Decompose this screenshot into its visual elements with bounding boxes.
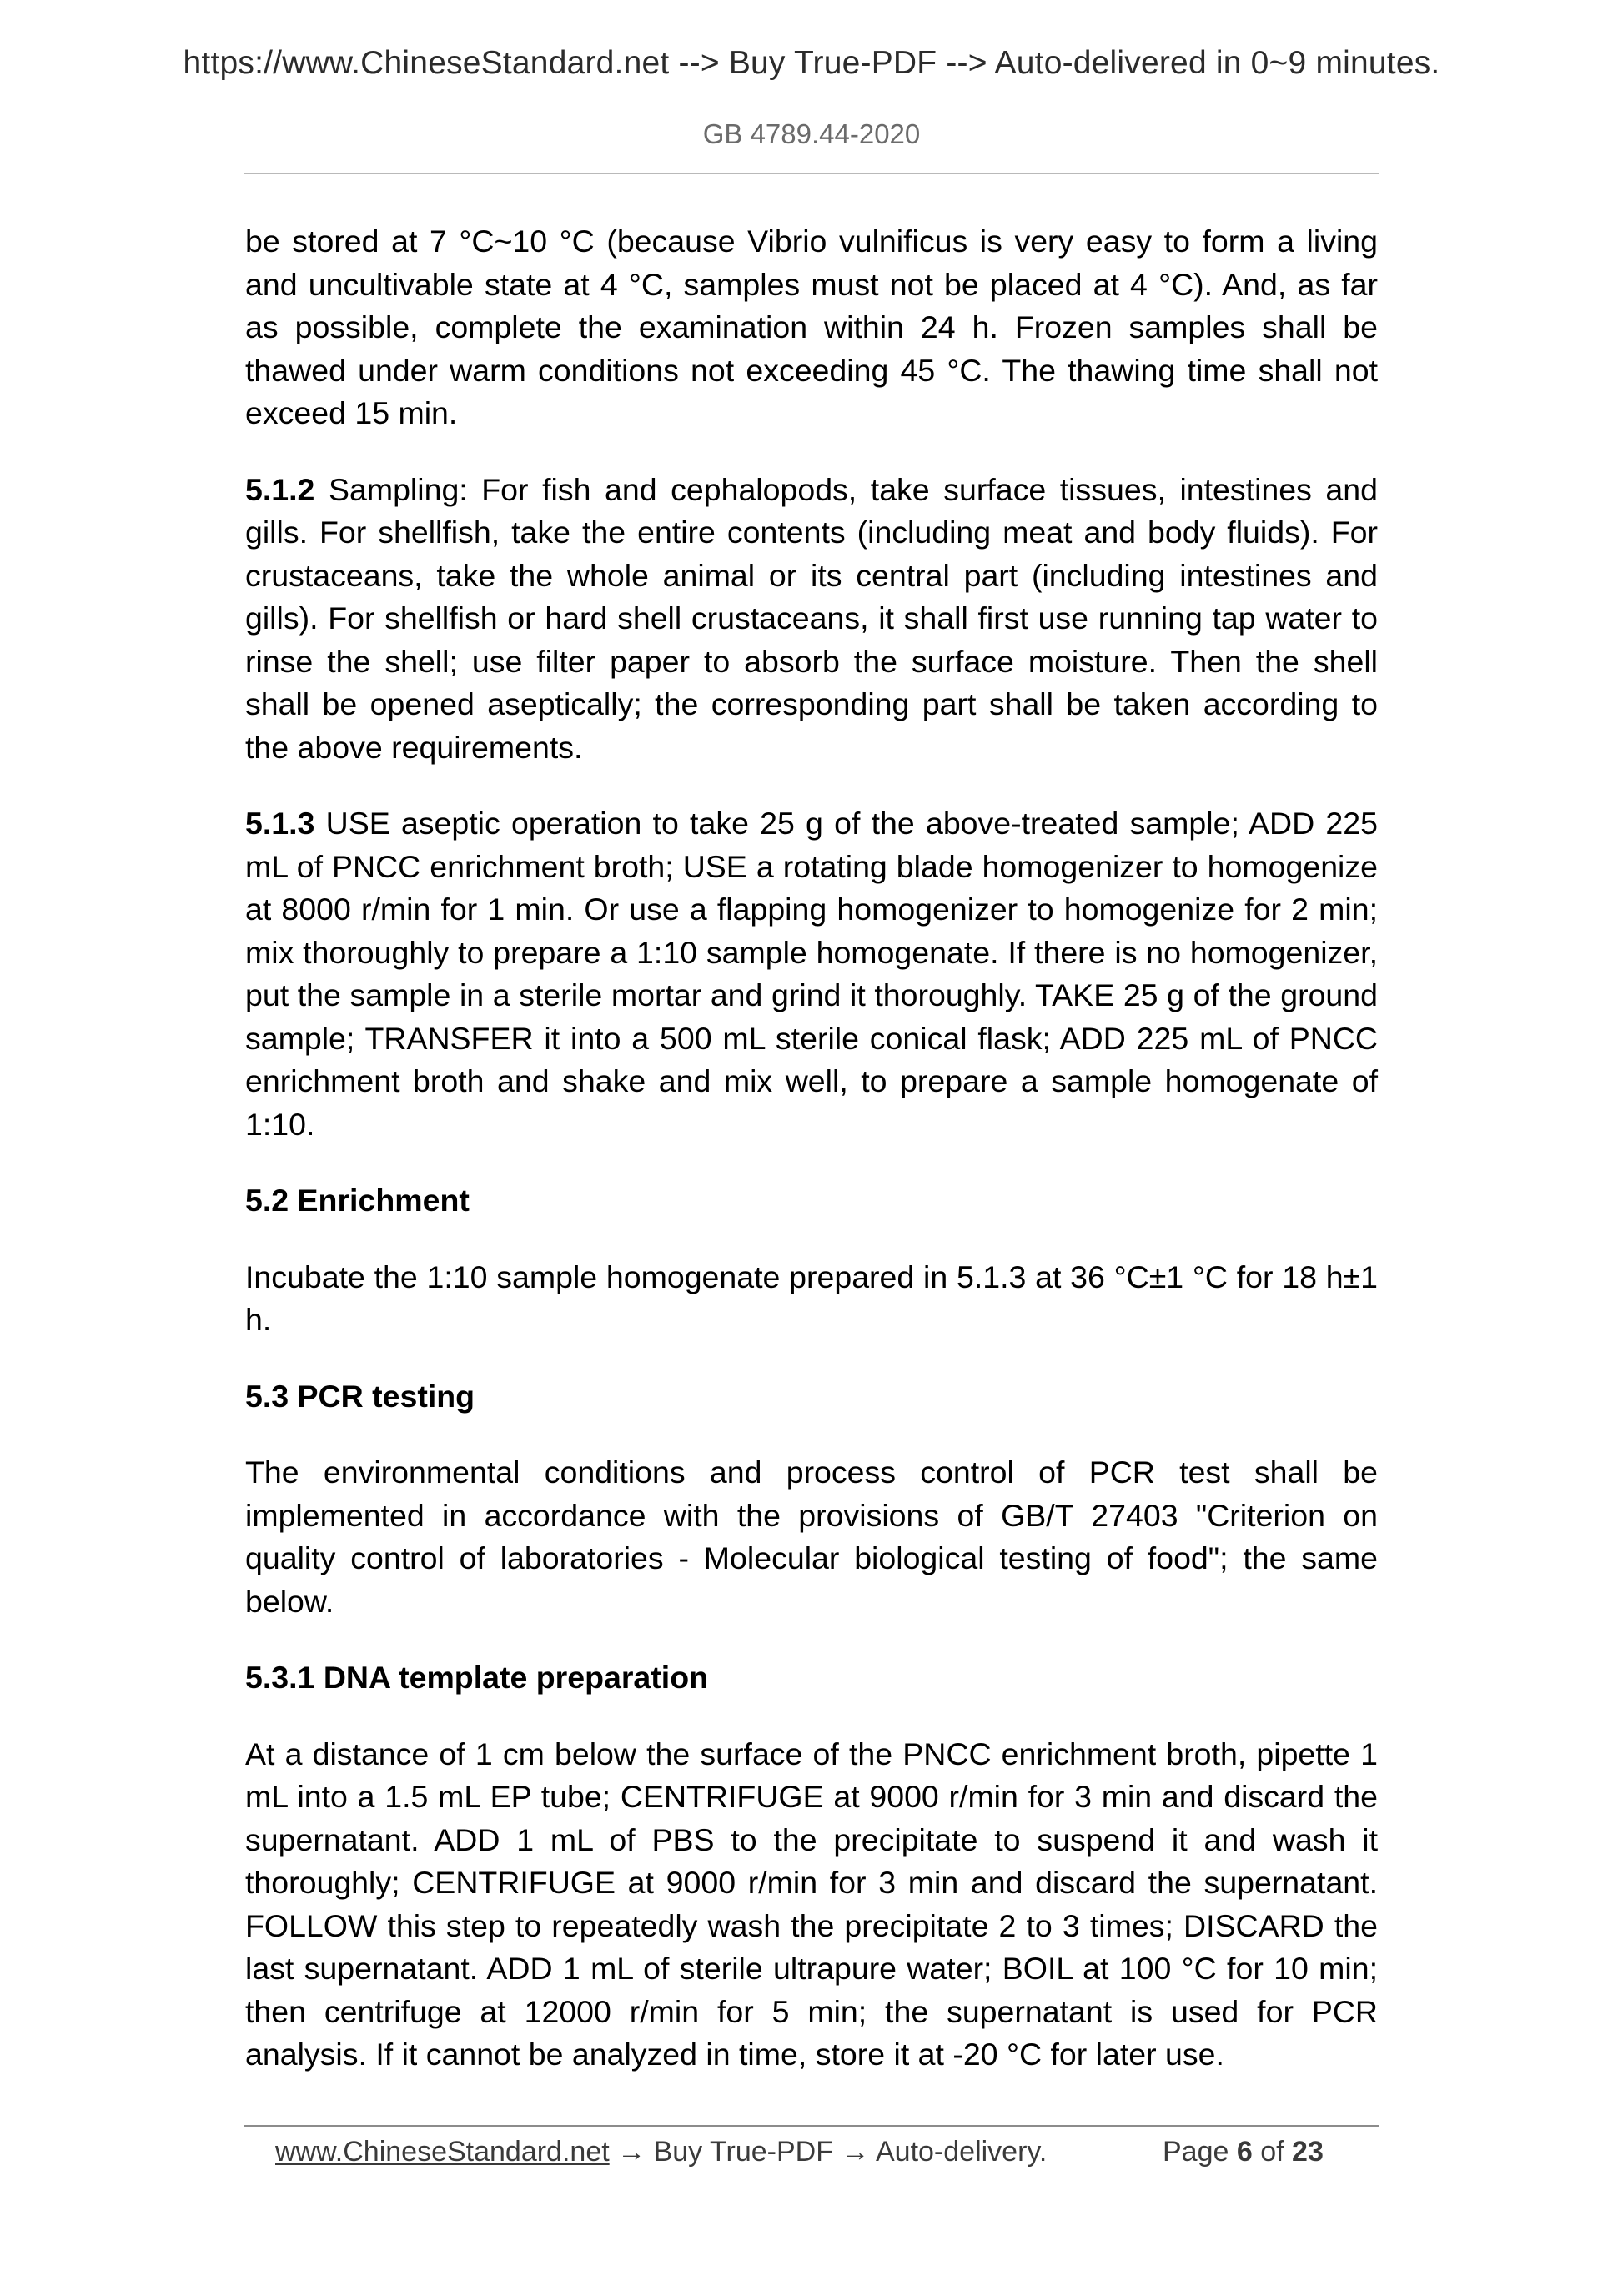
heading-5-2: 5.2 Enrichment	[245, 1183, 470, 1218]
page-footer	[275, 2132, 1359, 2172]
total-page-count: 23	[1292, 2136, 1324, 2168]
footer-website-link[interactable]: www.ChineseStandard.net	[275, 2136, 610, 2168]
header-divider	[244, 173, 1379, 174]
current-page-number: 6	[1236, 2136, 1253, 2168]
paragraph-5-3: The environmental conditions and process control of PCR test shall be implemented in accordance with the provisions of GB/T 27403 "Criterion on quality control of laboratories - Molecular biological testing of food"; the same below.	[245, 1454, 1378, 1619]
clause-5-1-2	[245, 469, 1378, 770]
top-banner: https://www.ChineseStandard.net --> Buy True-PDF --> Auto-delivered in 0~9 minutes.	[183, 45, 1440, 81]
clause-text: USE aseptic operation to take 25 g of the above-treated sample; ADD 225 mL of PNCC enrichment broth; USE a rotating blade homogenizer to homogenize at 8000 r/min for 1 min. Or use a flapping homogenizer to homogenize for 2 min; mix thoroughly to prepare a 1:10 sample homogenate. If there is no homogenizer, put the sample in a sterile mortar and grind it thoroughly. TAKE 25 g of the ground sample; TRANSFER it into a 500 mL sterile conical flask; ADD 225 mL of PNCC enrichment broth and shake and mix well, to prepare a sample homogenate of 1:10.	[245, 806, 1378, 1142]
footer-divider	[244, 2125, 1379, 2127]
heading-5-3: 5.3 PCR testing	[245, 1378, 475, 1414]
clause-number: 5.1.3	[245, 806, 315, 841]
page-content	[245, 220, 1378, 2110]
paragraph-5-2: Incubate the 1:10 sample homogenate prepared in 5.1.3 at 36 °C±1 °C for 18 h±1 h.	[245, 1259, 1378, 1337]
page-indicator	[1163, 2132, 1324, 2172]
document-code: GB 4789.44-2020	[702, 118, 921, 149]
page-word: Page	[1163, 2136, 1237, 2168]
clause-number: 5.1.2	[245, 471, 315, 507]
heading-5-3-1: 5.3.1 DNA template preparation	[245, 1660, 709, 1695]
paragraph-continued: be stored at 7 °C~10 °C (because Vibrio vulnificus is very easy to form a living and uncultivable state at 4 °C, samples must not be placed at 4 °C). And, as far as possible, complete the examination within 24 h. Frozen samples shall be thawed under warm conditions not exceeding 45 °C. The thawing time shall not exceed 15 min.	[245, 224, 1378, 430]
footer-tagline: → Buy True-PDF → Auto-delivery.	[609, 2136, 1048, 2168]
clause-5-1-3	[245, 802, 1378, 1146]
clause-text: Sampling: For fish and cephalopods, take surface tissues, intestines and gills. For shellfish, take the entire contents (including meat and body fluids). For crustaceans, take the whole animal or its central part (including intestines and gills). For shellfish or hard shell crustaceans, it shall first use running tap water to rinse the shell; use filter paper to absorb the surface moisture. Then the shell shall be opened aseptically; the corresponding part shall be taken according to the above requirements.	[245, 471, 1378, 765]
paragraph-5-3-1: At a distance of 1 cm below the surface of the PNCC enrichment broth, pipette 1 mL into a 1.5 mL EP tube; CENTRIFUGE at 9000 r/min for 3 min and discard the supernatant. ADD 1 mL of PBS to the precipitate to suspend it and wash it thoroughly; CENTRIFUGE at 9000 r/min for 3 min and discard the supernatant. FOLLOW this step to repeatedly wash the precipitate 2 to 3 times; DISCARD the last supernatant. ADD 1 mL of sterile ultrapure water; BOIL at 100 °C for 10 min; then centrifuge at 12000 r/min for 5 min; the supernatant is used for PCR analysis. If it cannot be analyzed in time, store it at -20 °C for later use.	[245, 1736, 1378, 2072]
of-word: of	[1252, 2136, 1293, 2168]
